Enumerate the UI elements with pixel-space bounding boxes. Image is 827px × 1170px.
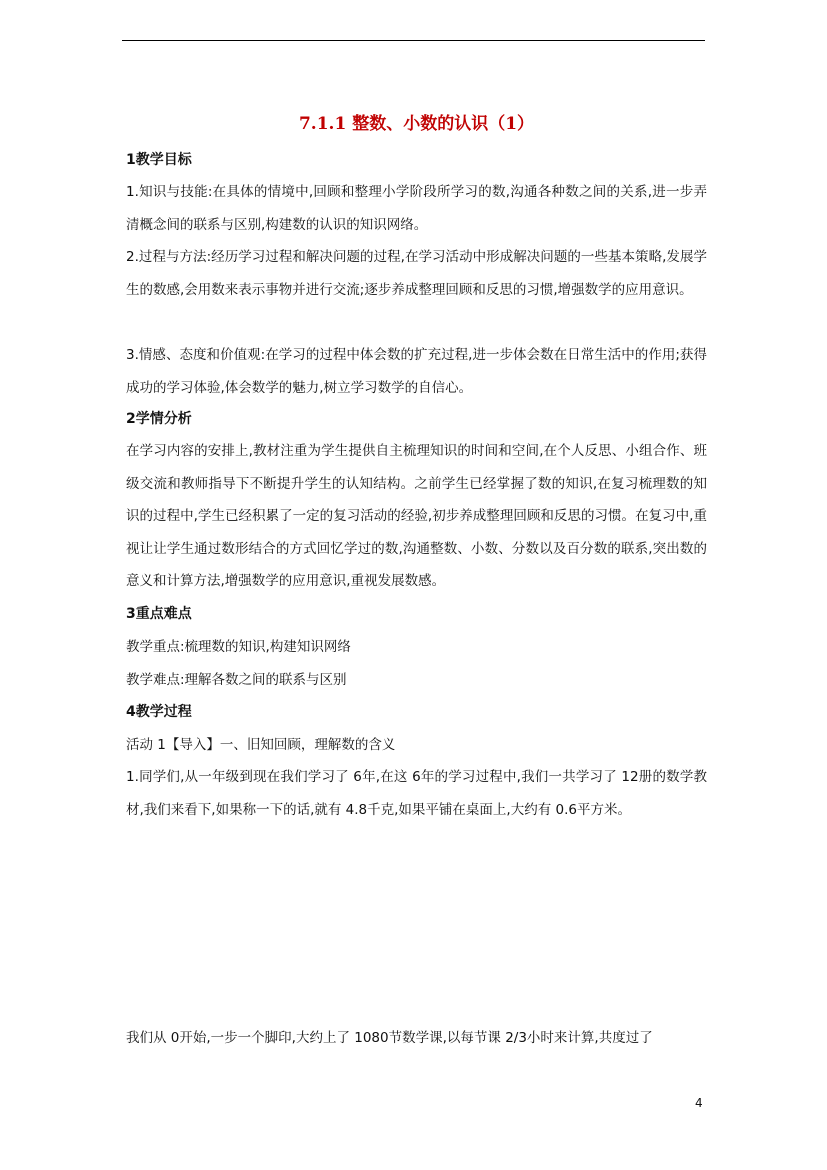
activity-intro-line: 活动 1【导入】一、旧知回顾，理解数的含义	[126, 737, 396, 753]
header-rule	[122, 40, 705, 41]
section-heading-objectives: 1教学目标	[126, 152, 192, 168]
objective-knowledge-paragraph: 1.知识与技能:在具体的情境中,回顾和整理小学阶段所学习的数,沟通各种数之间的关系,进一步弄清概念间的联系与区别,构建数的认识的知识网络。	[126, 184, 707, 233]
objective-attitude-paragraph: 3.情感、态度和价值观:在学习的过程中体会数的扩充过程,进一步体会数在日常生活中的作用;获得成功的学习体验,体会数学的魅力,树立学习数学的自信心。	[126, 347, 707, 396]
objective-process-paragraph: 2.过程与方法:经历学习过程和解决问题的过程,在学习活动中形成解决问题的一些基本策略,发展学生的数感,会用数来表示事物并进行交流;逐步养成整理回顾和反思的习惯,增强数学的应用意识。	[126, 249, 707, 298]
process-paragraph-2: 我们从 0开始,一步一个脚印,大约上了 1080节数学课,以每节课 2/3小时来计算,共度过了	[126, 1030, 653, 1046]
section-heading-key-points: 3重点难点	[126, 606, 192, 622]
difficult-point-line: 教学难点:理解各数之间的联系与区别	[126, 672, 347, 688]
key-point-line: 教学重点:梳理数的知识,构建知识网络	[126, 639, 351, 655]
analysis-paragraph: 在学习内容的安排上,教材注重为学生提供自主梳理知识的时间和空间,在个人反思、小组合作、班级交流和教师指导下不断提升学生的认知结构。之前学生已经掌握了数的知识,在复习梳理数的知识的过程中,学生已经积累了一定的复习活动的经验,初步养成整理回顾和反思的习惯。在复习中,重视让让学生通过数形结合的方式回忆学过的数,沟通整数、小数、分数以及百分数的联系,突出数的意义和计算方法,增强数学的应用意识,重视发展数感。	[126, 443, 707, 589]
section-heading-process: 4教学过程	[126, 704, 192, 720]
process-paragraph-1: 1.同学们,从一年级到现在我们学习了 6年,在这 6年的学习过程中,我们一共学习了 12册的数学教材,我们来看下,如果称一下的话,就有 4.8千克,如果平铺在桌面上,大约有 0.6平方米。	[126, 769, 707, 818]
section-heading-analysis: 2学情分析	[126, 411, 192, 427]
page-number: 4	[695, 1096, 703, 1110]
document-title: 7.1.1 整数、小数的认识（1）	[298, 114, 535, 134]
